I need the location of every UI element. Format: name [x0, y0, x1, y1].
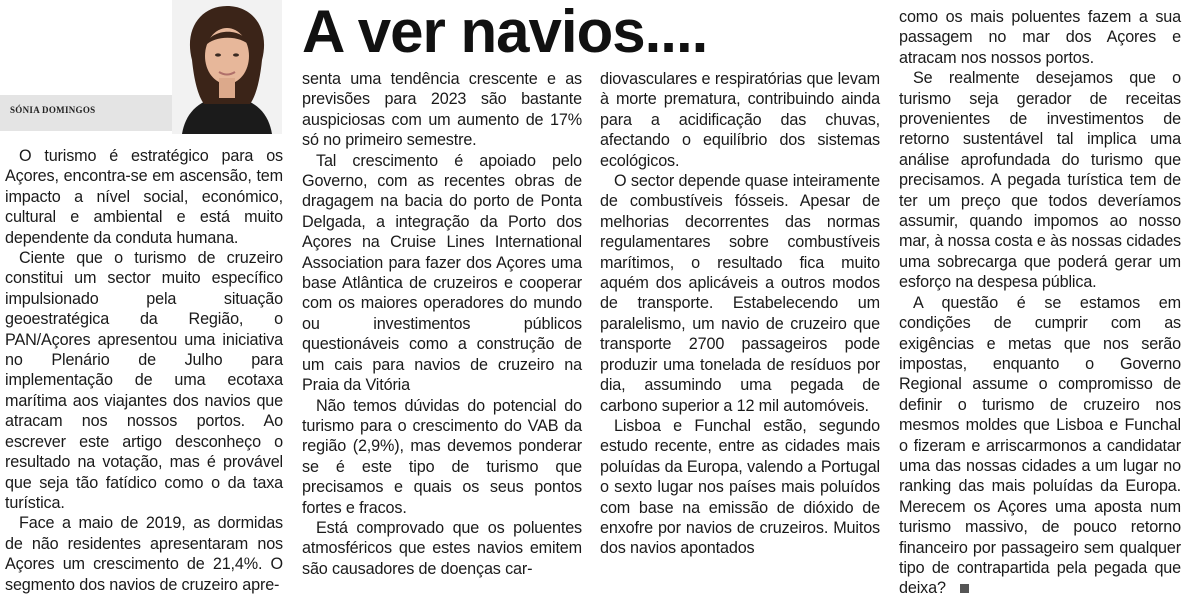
end-mark-icon — [960, 584, 969, 593]
paragraph: Está comprovado que os poluentes atmosféricos que estes navios emitem são causadores de doenças car- — [302, 518, 582, 578]
paragraph: O turismo é estratégico para os Açores, encontra-se em ascensão, tem impacto a nível social, económico, cultural e ambiental e está muito dependente da conduta humana. — [5, 147, 283, 247]
paragraph: Ciente que o turismo de cruzeiro constitui um sector muito específico impulsionado pela situação geoestratégica da Região, o PAN/Açores apresentou uma iniciativa no Plenário de Julho para implementação de uma ecotaxa marítima aos viajantes dos navios que atracam nos nossos portos. Ao escrever este artigo desconheço o resultado na votação, mas é provável que seja tão fatídico como o da taxa turística. — [5, 249, 283, 512]
paragraph: Se realmente desejamos que o turismo seja gerador de receitas provenientes de investimentos de retorno sustentável tal implica uma análise aprofundada do turismo que precisamos. A pegada turística tem de ter um preço que todos deveríamos assumir, quando impomos ao nosso mar, à nossa costa e às nossas cidades uma sobrecarga que poderá gerar um esforço na despesa pública. — [899, 69, 1181, 292]
column-2 — [302, 69, 582, 579]
paragraph: senta uma tendência crescente e as previsões para 2023 são bastante auspiciosas com um aumento de 17% só no primeiro semestre. — [302, 70, 582, 150]
paragraph: Face a maio de 2019, as dormidas de não residentes apresentaram nos Açores um crescimento de 21,4%. O segmento dos navios de cruzeiro apre- — [5, 514, 283, 594]
column-4 — [899, 7, 1181, 599]
paragraph: como os mais poluentes fazem a sua passagem no mar dos Açores e atracam nos nossos portos. — [899, 8, 1181, 67]
paragraph — [899, 293, 1181, 599]
paragraph: Lisboa e Funchal estão, segundo estudo recente, entre as cidades mais poluídas da Europa, valendo a Portugal o sexto lugar nos países mais poluídos com base na emissão de dióxido de enxofre por navios de cruzeiros. Muitos dos navios apontados — [600, 416, 880, 558]
paragraph: Tal crescimento é apoiado pelo Governo, com as recentes obras de dragagem na bacia do porto de Ponta Delgada, a integração da Porto dos Açores na Cruise Lines International Association para fazer dos Açores uma base Atlântica de cruzeiros e cooperar com os maiores operadores do mundo ou investimentos públicos questionáveis como a construção de um cais para navios de cruzeiro na Praia da Vitória — [302, 151, 582, 395]
paragraph-text: A questão é se estamos em condições de cumprir com as exigências e metas que nos serão impostas, enquanto o Governo Regional assume o compromisso de definir o turismo de cruzeiro nos mesmos moldes que Lisboa e Funchal o fizeram e arriscarmonos a candidatar uma das nossas cidades a um lugar no ranking das mais poluídas da Europa. Merecem os Açores uma aposta num turismo massivo, de pouco retorno financeiro por passageiro sem qualquer tipo de contrapartida pela pegada que deixa? — [899, 293, 1181, 598]
author-name: SÓNIA DOMINGOS — [10, 105, 96, 115]
column-1 — [5, 146, 283, 595]
article-title: A ver navios.... — [302, 0, 708, 65]
author-photo — [172, 0, 282, 134]
paragraph: Não temos dúvidas do potencial do turismo para o crescimento do VAB da região (2,9%), mas devemos ponderar se é este tipo de turismo que precisamos e quais os seus pontos fortes e fracos. — [302, 396, 582, 517]
paragraph: diovasculares e respiratórias que levam à morte prematura, contribuindo ainda para a acidificação das chuvas, afectando o equilíbrio dos sistemas ecológicos. — [600, 70, 880, 170]
paragraph: O sector depende quase inteiramente de combustíveis fósseis. Apesar de melhorias decorrentes das normas regulamentares sobre combustíveis marítimos, o resultado fica muito aquém dos aplicáveis a outros modos de transporte. Estabelecendo um paralelismo, um navio de cruzeiro que transporte 2700 passageiros pode produzir uma tonelada de resíduos por dia, assumindo uma pegada de carbono superior a 12 mil automóveis. — [600, 172, 880, 415]
column-3 — [600, 69, 880, 559]
